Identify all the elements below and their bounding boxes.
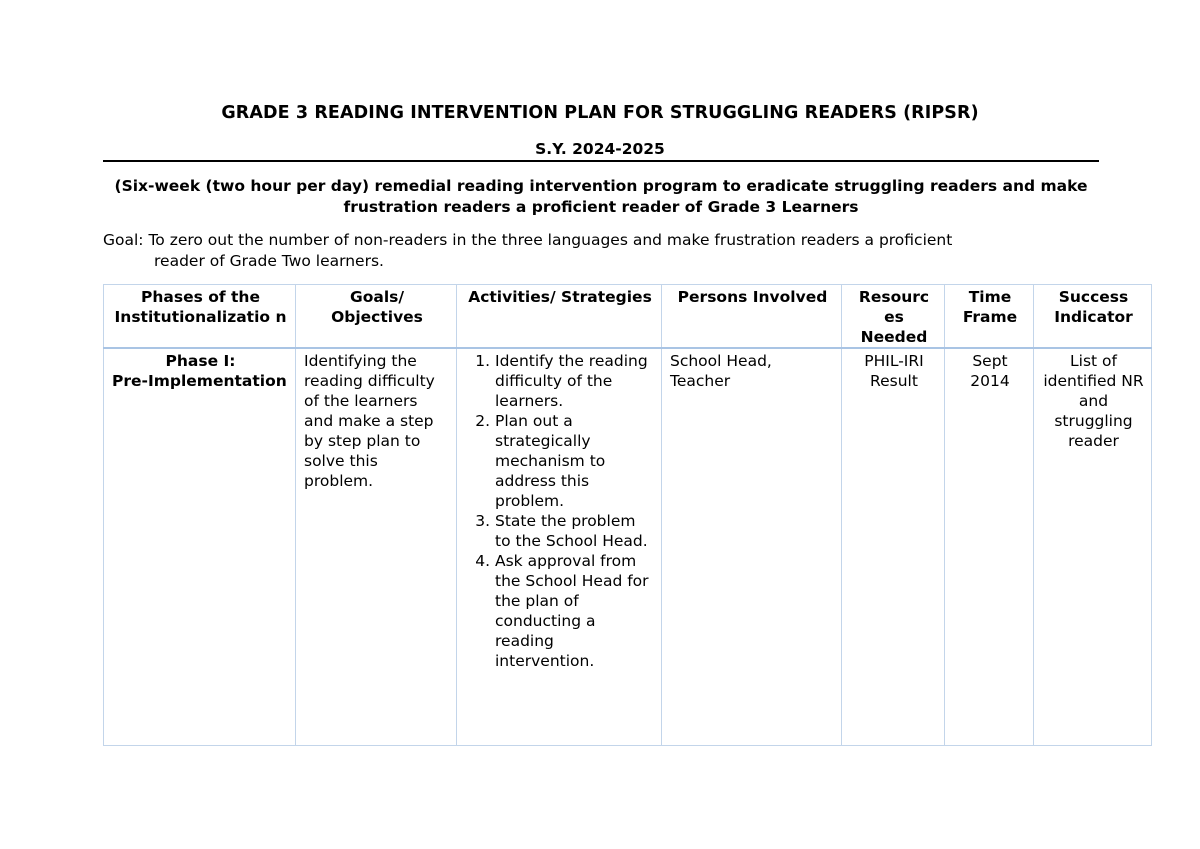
goal-line-2: reader of Grade Two learners.: [154, 252, 384, 270]
time-cell: Sept 2014: [945, 348, 1034, 746]
phase-label: Phase I:: [165, 352, 236, 370]
persons-cell: School Head, Teacher: [662, 348, 842, 746]
program-subtitle: (Six-week (two hour per day) remedial reading intervention program to eradicate struggling readers and make frustration readers a proficient reader of Grade 3 Learners: [114, 177, 1088, 216]
activities-list: [465, 351, 655, 671]
header-activities: Activities/ Strategies: [457, 285, 662, 349]
header-resources: Resourc es Needed: [842, 285, 945, 349]
goal-statement: [103, 230, 1083, 272]
school-year: S.Y. 2024-2025: [535, 140, 665, 158]
title-divider: [103, 160, 1099, 162]
activities-cell: [457, 348, 662, 746]
header-time: Time Frame: [945, 285, 1034, 349]
success-cell: List of identified NR and struggling reader: [1034, 348, 1152, 746]
list-item: 3. State the problem to the School Head.: [495, 511, 655, 551]
phase-cell: [104, 348, 296, 746]
header-persons: Persons Involved: [662, 285, 842, 349]
intervention-plan-table: [103, 284, 1152, 746]
list-item: 4. Ask approval from the School Head for the plan of conducting a reading intervention.: [495, 551, 655, 671]
goal-line-1: Goal: To zero out the number of non-readers in the three languages and make frustration readers a proficient: [103, 231, 953, 249]
list-item: 1. Identify the reading difficulty of the learners.: [495, 351, 655, 411]
table-header-row: [104, 285, 1152, 349]
header-phases: Phases of the Institutionalizatio n: [104, 285, 296, 349]
header-success: Success Indicator: [1034, 285, 1152, 349]
phase-name: Pre-Implementation: [112, 372, 287, 390]
table-row: [104, 348, 1152, 746]
resources-cell: PHIL-IRI Result: [842, 348, 945, 746]
header-goals: Goals/ Objectives: [296, 285, 457, 349]
goals-cell: Identifying the reading difficulty of the learners and make a step by step plan to solve this problem.: [296, 348, 457, 746]
document-title: GRADE 3 READING INTERVENTION PLAN FOR STRUGGLING READERS (RIPSR): [221, 103, 979, 123]
list-item: 2. Plan out a strategically mechanism to address this problem.: [495, 411, 655, 511]
